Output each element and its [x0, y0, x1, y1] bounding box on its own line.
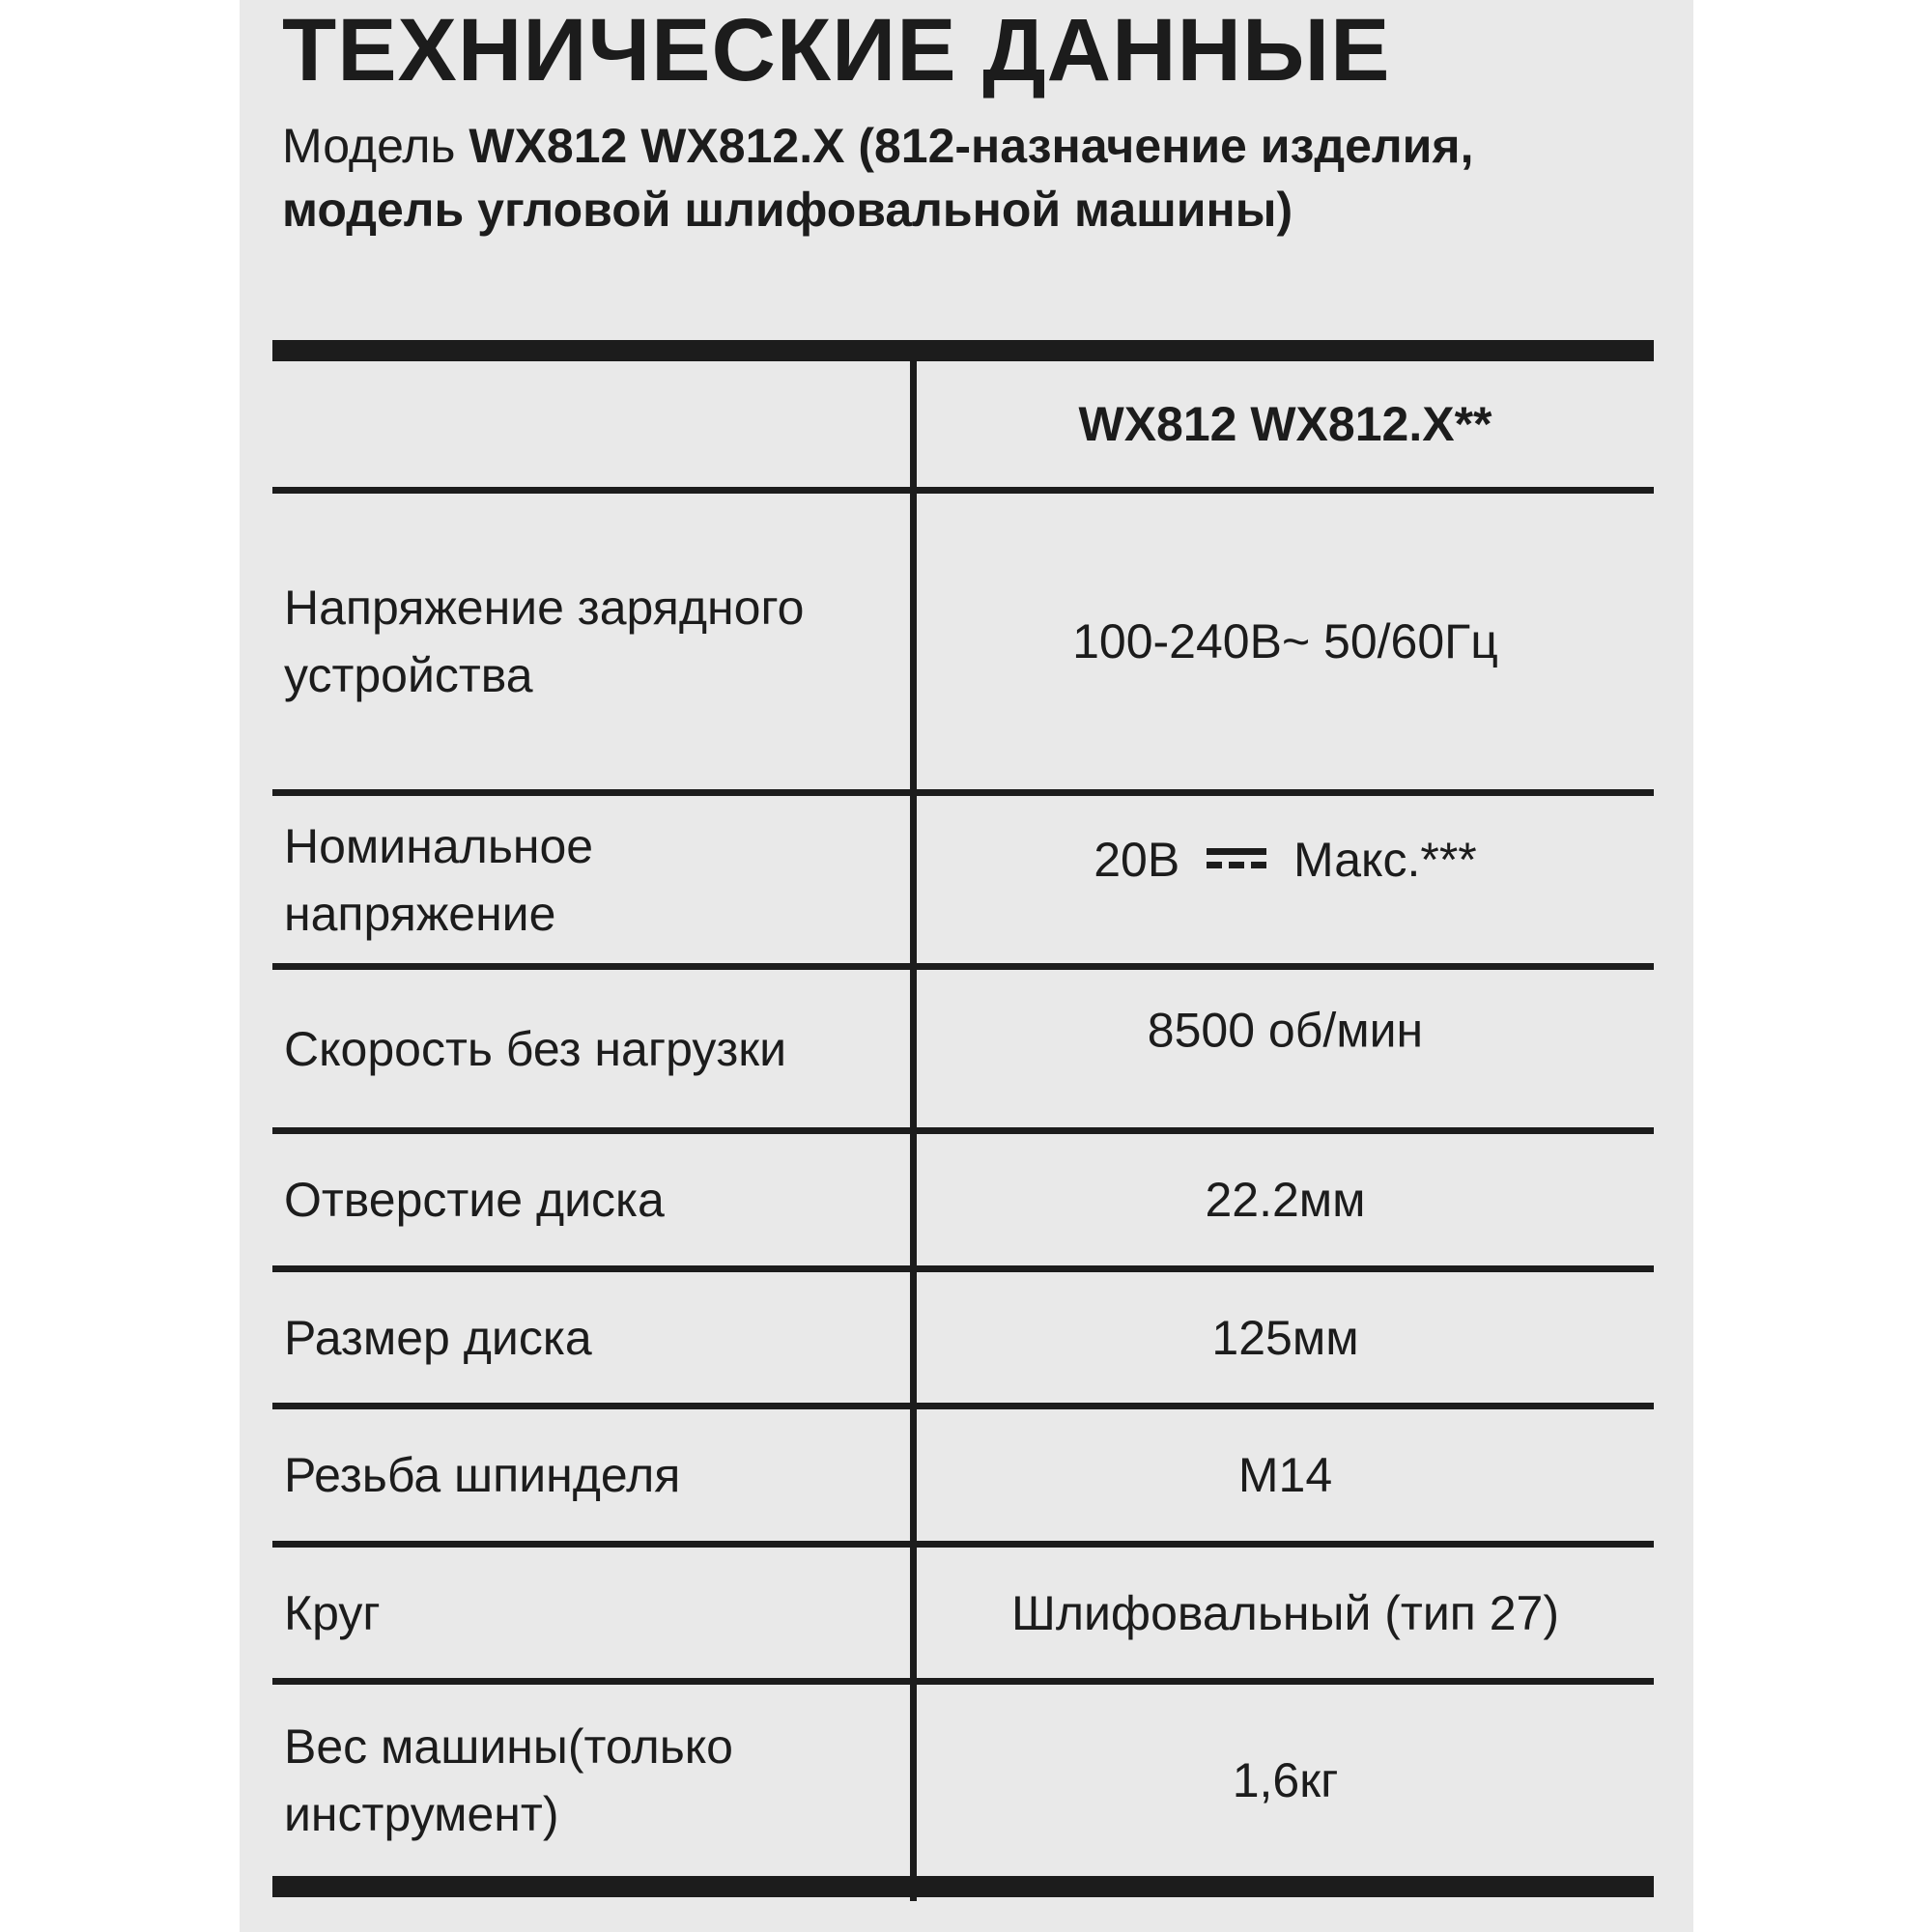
table-rule [272, 1265, 1654, 1272]
row-value: M14 [1237, 1448, 1333, 1502]
row-value: Шлифовальный (тип 27) [1011, 1585, 1559, 1640]
table-row [272, 1685, 1654, 1876]
table-row [272, 970, 1654, 1127]
spec-table [272, 340, 1654, 1915]
model-name: WX812 WX812.X (812-назначение изделия, модель угловой шлифовальной машины) [282, 119, 1474, 237]
row-label: Номинальное напряжение [284, 818, 594, 941]
table-rule [272, 963, 1654, 970]
dc-current-icon [1207, 846, 1266, 871]
row-value: 125мм [1211, 1310, 1359, 1365]
model-description [282, 114, 1499, 242]
model-prefix: Модель [282, 119, 456, 173]
row-label: Отверстие диска [284, 1173, 665, 1227]
row-value [917, 826, 1654, 894]
row-label: Скорость без нагрузки [284, 1021, 787, 1076]
table-rule [272, 1678, 1654, 1685]
table-top-rule [272, 340, 1654, 361]
table-rule [272, 1127, 1654, 1134]
table-row [272, 796, 1654, 963]
row-value: 22.2мм [1205, 1173, 1366, 1227]
table-row [272, 1409, 1654, 1541]
table-rule [272, 1541, 1654, 1548]
table-row [272, 1272, 1654, 1403]
row-label: Напряжение зарядного устройства [284, 581, 805, 702]
table-row [272, 1548, 1654, 1678]
table-bottom-rule [272, 1876, 1654, 1897]
value-part: Макс.*** [1293, 832, 1477, 887]
row-label: Размер диска [284, 1310, 592, 1365]
value-part: 20В [1094, 832, 1180, 887]
row-value: 100-240В~ 50/60Гц [1072, 614, 1498, 668]
row-value: 8500 об/мин [1147, 1002, 1424, 1057]
table-rule [272, 1403, 1654, 1409]
page-title: ТЕХНИЧЕСКИЕ ДАННЫЕ [282, 1, 1391, 99]
table-row [272, 1134, 1654, 1265]
table-header-row [272, 361, 1654, 487]
table-rule [272, 487, 1654, 494]
row-value: 1,6кг [1232, 1753, 1339, 1807]
row-label: Резьба шпинделя [284, 1448, 681, 1502]
row-label: Вес машины(только инструмент) [284, 1719, 733, 1841]
header-model: WX812 WX812.X** [1078, 397, 1492, 451]
table-row [272, 494, 1654, 789]
row-label: Круг [284, 1585, 381, 1640]
table-rule [272, 789, 1654, 796]
